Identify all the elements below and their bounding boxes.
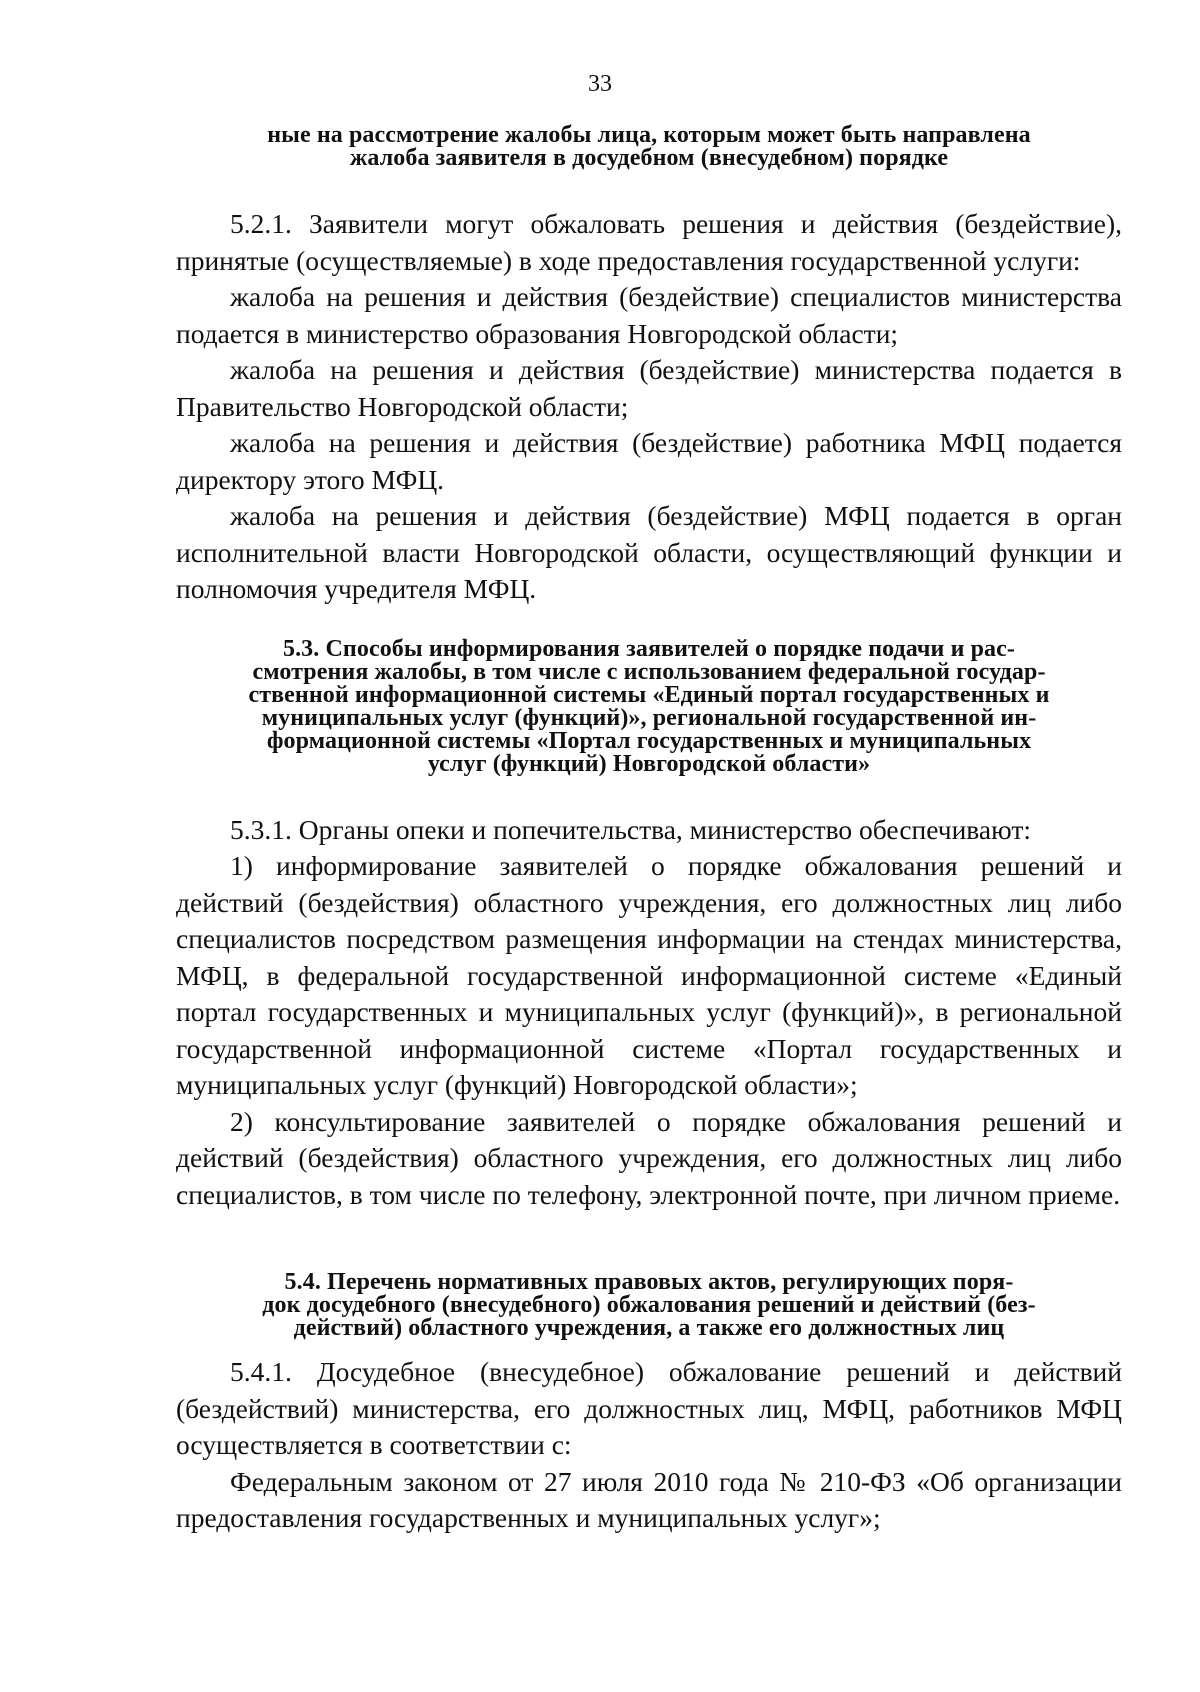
paragraph-complaint-specialists: жалоба на решения и действия (бездействие) специалистов министерства подается в министерство образования Новгородской области; <box>176 281 1122 349</box>
paragraph-5-3-1-item-1: 1) информирование заявителей о порядке обжалования решений и действий (бездействия) областного учреждения, его должностных лиц либо специалистов посредством размещения информации на стендах министерства, МФЦ, в федеральной государственной информационной системе «Единый портал государственных и муниципальных услуг (функций)», в региональной государственной информационной системе «Портал государственных и муниципальных услуг (функций) Новгородской области»; <box>176 850 1122 1100</box>
section-5-2-heading-tail: ные на рассмотрение жалобы лица, которым может быть направлена жалоба заявителя в досудебном (внесудебном) порядке <box>267 122 1031 171</box>
paragraph-5-3-1-item-2: 2) консультирование заявителей о порядке обжалования решений и действий (бездействия) областного учреждения, его должностных лиц либо специалистов, в том числе по телефону, электронной почте, при личном приеме. <box>176 1105 1122 1210</box>
page-number: 33 <box>588 71 612 97</box>
document-body <box>176 124 1122 1537</box>
paragraph-complaint-ministry: жалоба на решения и действия (бездействие) министерства подается в Правительство Новгородской области; <box>176 354 1122 422</box>
paragraph-5-3-1: 5.3.1. Органы опеки и попечительства, министерство обеспечивают: <box>230 813 1031 845</box>
paragraph-complaint-mfc: жалоба на решения и действия (бездействие) МФЦ подается в орган исполнительной власти Новгородской области, осуществляющий функции и полномочия учредителя МФЦ. <box>176 500 1122 604</box>
paragraph-complaint-mfc-worker: жалоба на решения и действия (бездействие) работника МФЦ подается директору этого МФЦ. <box>176 427 1122 495</box>
section-5-3-heading: 5.3. Способы информирования заявителей о порядке подачи и рас- смотрения жалобы, в том числе с использованием федеральной государ- ственной информационной системы «Единый портал государственных и муниципальных услуг (функций)», региональной государственной ин- формационной системы «Портал государственных и муниципальных услуг (функций) Новгородской области» <box>248 635 1050 777</box>
section-5-4-heading: 5.4. Перечень нормативных правовых актов, регулирующих поря- док досудебного (внесудебного) обжалования решений и действий (без- действий) областного учреждения, а также его должностных лиц <box>262 1269 1036 1341</box>
section-5-2-content <box>176 206 1122 608</box>
paragraph-5-2-1: 5.2.1. Заявители могут обжаловать решения и действия (бездействие), принятые (осуществляемые) в ходе предоставления государственной услуги: <box>176 208 1122 276</box>
paragraph-federal-law-210: Федеральным законом от 27 июля 2010 года № 210-ФЗ «Об организации предоставления государственных и муниципальных услуг»; <box>176 1465 1122 1533</box>
section-5-3-content <box>176 812 1122 1214</box>
paragraph-5-4-1: 5.4.1. Досудебное (внесудебное) обжалование решений и действий (бездействий) министерства, его должностных лиц, МФЦ, работников МФЦ осуществляется в соответствии с: <box>176 1356 1122 1460</box>
section-5-4-content <box>176 1354 1122 1537</box>
